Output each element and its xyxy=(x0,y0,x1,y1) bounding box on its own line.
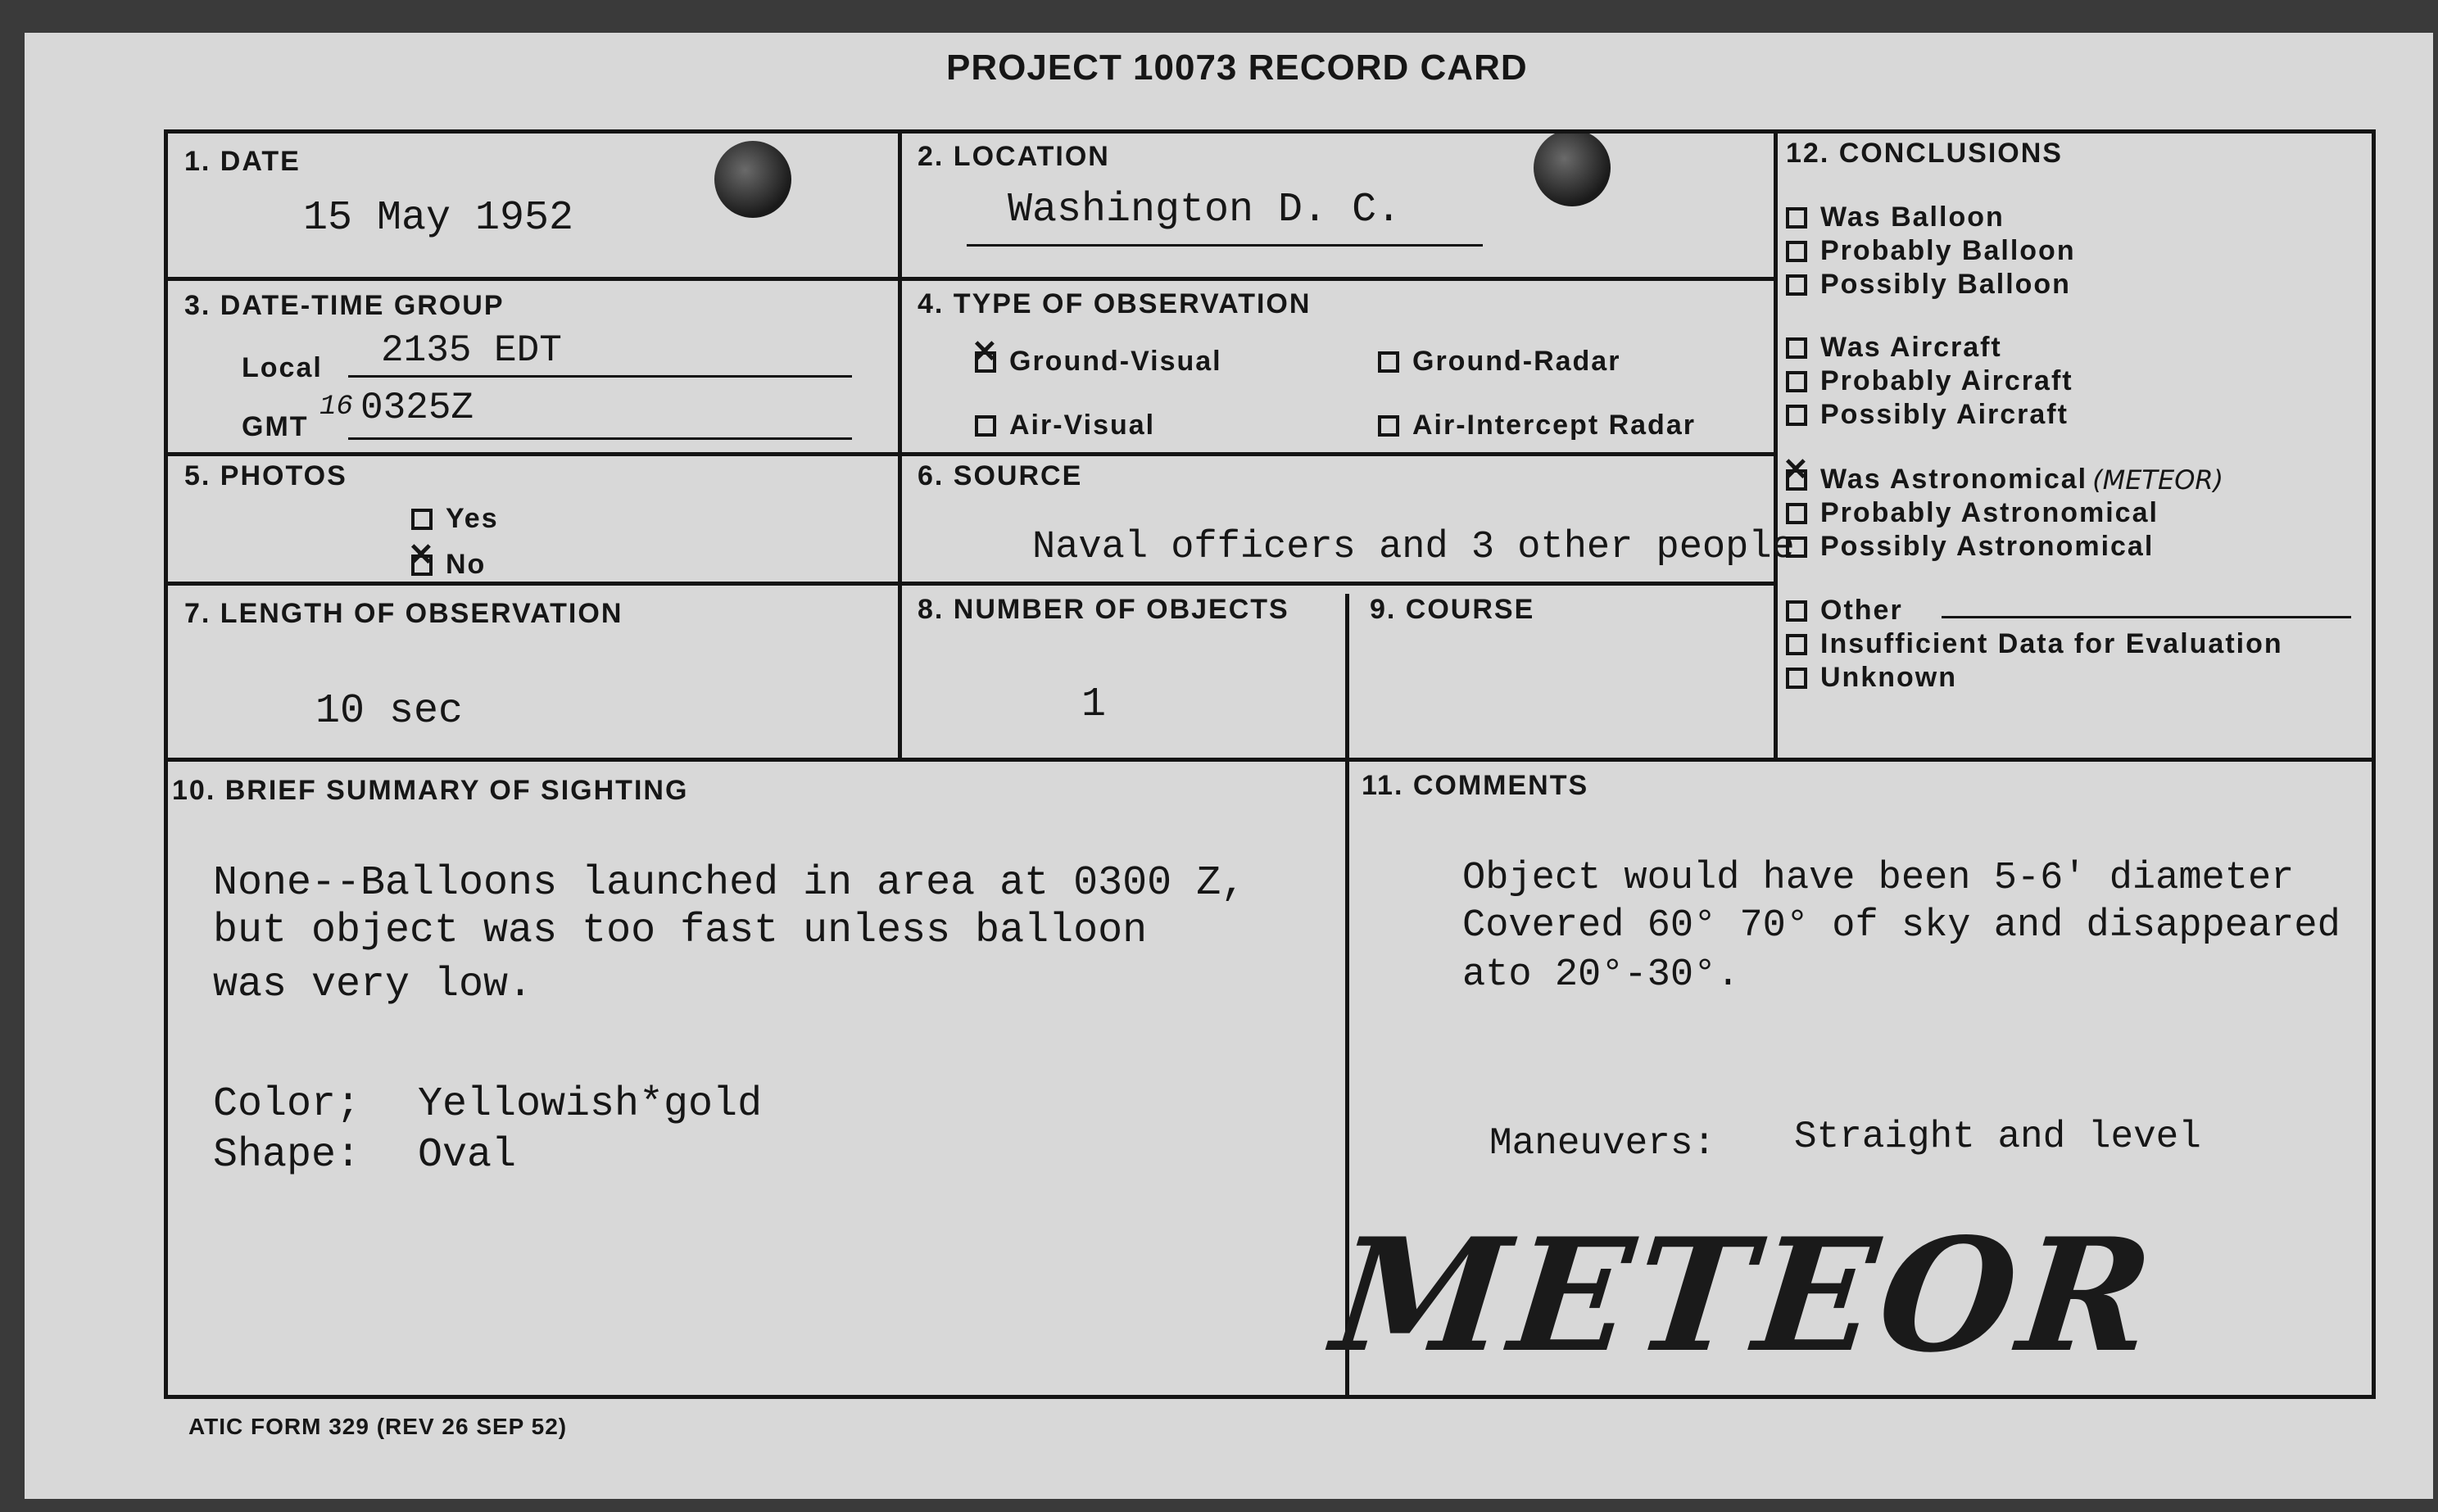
objects-label: 8. NUMBER OF OBJECTS xyxy=(918,594,1289,625)
divider xyxy=(164,452,1775,456)
date-value: 15 May 1952 xyxy=(303,195,574,242)
checkbox-icon xyxy=(1786,600,1807,622)
conclusion-probably-balloon xyxy=(1786,235,2076,267)
color-value: Yellowish*gold xyxy=(418,1081,763,1128)
gmt-underline xyxy=(348,437,852,440)
option-label: Ground-Visual xyxy=(1009,346,1222,377)
checkbox-icon xyxy=(1786,337,1807,359)
option-label: Air-Intercept Radar xyxy=(1412,410,1696,441)
checkbox-icon xyxy=(1786,469,1807,491)
handwritten-note: (METEOR) xyxy=(2092,464,2224,496)
conclusion-unknown xyxy=(1786,662,1957,694)
checkbox-icon xyxy=(1786,241,1807,262)
conclusion-other xyxy=(1786,595,1903,627)
frame-left xyxy=(164,129,168,1399)
maneuvers-label: Maneuvers: xyxy=(1489,1122,1716,1165)
punch-hole xyxy=(714,141,791,218)
conclusion-probably-astronomical xyxy=(1786,497,2159,529)
conclusions-label: 12. CONCLUSIONS xyxy=(1786,138,2063,169)
form-number: ATIC FORM 329 (REV 26 SEP 52) xyxy=(188,1414,568,1439)
option-label: Yes xyxy=(446,503,499,534)
option-label: Ground-Radar xyxy=(1412,346,1621,377)
conclusion-was-balloon xyxy=(1786,201,2005,233)
summary-heading: 10. BRIEF SUMMARY OF SIGHTING xyxy=(172,775,689,806)
option-air-visual xyxy=(975,410,1155,441)
checkbox-icon xyxy=(411,509,433,530)
checkbox-icon xyxy=(1786,634,1807,655)
option-label: Probably Astronomical xyxy=(1820,497,2159,528)
shape-label: Shape: xyxy=(213,1132,361,1179)
location-label: 2. LOCATION xyxy=(918,141,1110,172)
conclusion-possibly-astronomical xyxy=(1786,531,2154,563)
comment-line: ato 20°-30°. xyxy=(1462,953,1740,997)
summary-line: but object was too fast unless balloon xyxy=(213,908,1148,954)
checkbox-icon xyxy=(1378,351,1399,373)
divider xyxy=(1774,129,1778,760)
comment-line: Object would have been 5-6' diameter xyxy=(1462,857,2295,900)
option-ground-radar xyxy=(1378,346,1620,378)
length-value: 10 sec xyxy=(315,688,464,735)
checkbox-icon xyxy=(975,351,996,373)
photos-yes xyxy=(411,503,499,535)
gmt-time: 0325Z xyxy=(360,387,474,429)
length-label: 7. LENGTH OF OBSERVATION xyxy=(184,598,623,629)
option-label: Possibly Aircraft xyxy=(1820,399,2069,430)
option-label: Was Aircraft xyxy=(1820,332,2002,363)
frame-bottom xyxy=(164,1395,2376,1399)
option-label: Possibly Astronomical xyxy=(1820,531,2155,562)
divider xyxy=(1345,594,1349,760)
shape-value: Oval xyxy=(418,1132,517,1179)
conclusion-was-astronomical xyxy=(1786,464,2223,496)
checkbox-icon xyxy=(411,555,433,576)
conclusion-possibly-aircraft xyxy=(1786,399,2069,431)
option-label: Possibly Balloon xyxy=(1820,269,2071,300)
photos-label: 5. PHOTOS xyxy=(184,460,347,491)
comment-line: Covered 60° 70° of sky and disappeared xyxy=(1462,904,2341,948)
other-underline xyxy=(1942,616,2351,618)
checkbox-icon xyxy=(1786,207,1807,229)
divider xyxy=(164,582,1775,586)
location-underline xyxy=(967,244,1483,247)
option-label: Was Astronomical xyxy=(1820,464,2088,495)
option-label: Other xyxy=(1820,595,1903,626)
checkbox-icon xyxy=(975,415,996,437)
divider xyxy=(164,277,1775,281)
option-ground-visual xyxy=(975,346,1222,378)
handwritten-meteor: METEOR xyxy=(1325,1204,2165,1387)
punch-hole xyxy=(1534,129,1611,206)
gmt-day: 16 xyxy=(319,392,353,423)
checkbox-icon xyxy=(1786,536,1807,558)
conclusion-possibly-balloon xyxy=(1786,269,2071,301)
option-label: Unknown xyxy=(1820,662,1957,693)
option-air-intercept-radar xyxy=(1378,410,1696,441)
divider xyxy=(898,129,902,760)
local-underline xyxy=(348,375,852,378)
photos-no xyxy=(411,549,486,581)
local-time: 2135 EDT xyxy=(381,329,562,372)
checkbox-icon xyxy=(1786,503,1807,524)
checkbox-icon xyxy=(1786,668,1807,689)
frame-top xyxy=(164,129,2376,134)
maneuvers-value: Straight and level xyxy=(1794,1116,2201,1158)
option-label: Probably Aircraft xyxy=(1820,365,2073,396)
local-label: Local xyxy=(242,352,323,383)
color-label: Color; xyxy=(213,1081,361,1128)
record-card xyxy=(25,33,2433,1499)
summary-line: None--Balloons launched in area at 0300 Z, xyxy=(213,860,1246,907)
checkbox-icon xyxy=(1786,371,1807,392)
summary-line: was very low. xyxy=(213,962,533,1008)
observation-type-label: 4. TYPE OF OBSERVATION xyxy=(918,288,1312,319)
dtg-label: 3. DATE-TIME GROUP xyxy=(184,290,505,321)
option-label: No xyxy=(446,549,487,580)
checkbox-icon xyxy=(1786,405,1807,426)
option-label: Air-Visual xyxy=(1009,410,1156,441)
source-value: Naval officers and 3 other people xyxy=(1032,526,1795,569)
course-label: 9. COURSE xyxy=(1370,594,1535,625)
comments-label: 11. COMMENTS xyxy=(1362,770,1589,801)
conclusion-insufficient-data xyxy=(1786,628,2283,660)
conclusion-was-aircraft xyxy=(1786,332,2002,364)
frame-right xyxy=(2372,129,2376,1399)
option-label: Insufficient Data for Evaluation xyxy=(1820,628,2283,659)
checkbox-icon xyxy=(1786,274,1807,296)
source-label: 6. SOURCE xyxy=(918,460,1083,491)
location-value: Washington D. C. xyxy=(1008,187,1402,233)
card-title: PROJECT 10073 RECORD CARD xyxy=(946,48,1528,88)
divider xyxy=(164,758,2376,762)
objects-value: 1 xyxy=(1081,681,1107,728)
conclusion-probably-aircraft xyxy=(1786,365,2073,397)
gmt-label: GMT xyxy=(242,411,309,442)
checkbox-icon xyxy=(1378,415,1399,437)
date-label: 1. DATE xyxy=(184,146,301,177)
option-label: Was Balloon xyxy=(1820,201,2005,233)
option-label: Probably Balloon xyxy=(1820,235,2076,266)
